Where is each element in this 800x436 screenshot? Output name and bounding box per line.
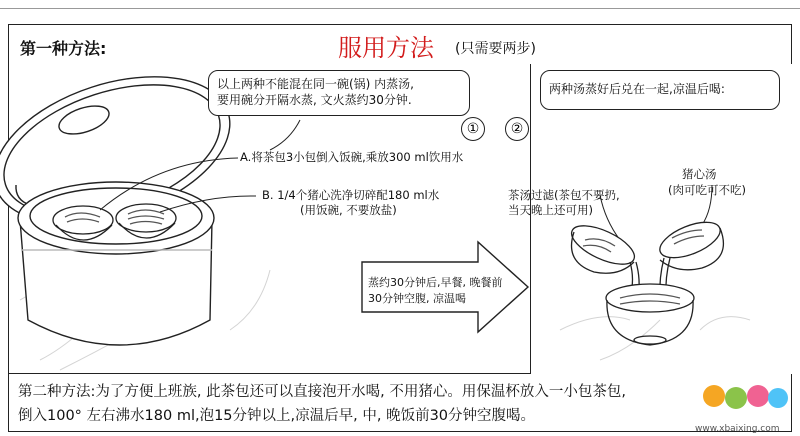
site-logo [700, 376, 790, 424]
right-note-bubble [540, 70, 780, 110]
top-note-bubble [208, 70, 470, 116]
heart-label-line1: 猪心汤 [682, 167, 717, 181]
arrow-text-line1: 蒸约30分钟后,早餐, 晚餐前 [368, 276, 503, 289]
method-one-heading: 第一种方法: [20, 39, 107, 58]
pouring-bowls [566, 215, 725, 345]
tea-label-line2: 当天晚上还可用) [508, 203, 593, 217]
label-b-line1: B. 1/4个猪心洗净切碎配180 ml水 [262, 188, 440, 202]
top-note-line1: 以上两种不能混在同一碗(锅) 内蒸汤, [217, 77, 414, 91]
step-two-marker: ② [505, 117, 529, 141]
method-two-line2: 倒入100° 左右沸水180 ml,泡15分钟以上,凉温后早, 中, 晚饭前30分钟空腹喝。 [18, 408, 536, 424]
title-note: (只需要两步) [455, 41, 536, 57]
label-a: A.将茶包3小包倒入饭碗,乘放300 ml饮用水 [240, 150, 464, 164]
cooker-body [18, 182, 214, 345]
arrow-text-line2: 30分钟空腹, 凉温喝 [368, 292, 466, 305]
step-one-marker: ① [461, 117, 485, 141]
label-b-line2: (用饭碗, 不要放盐) [300, 203, 397, 217]
top-note-line2: 要用碗分开隔水蒸, 文火蒸约30分钟. [217, 93, 412, 107]
heart-label-line2: (肉可吃可不吃) [668, 183, 746, 197]
right-note-text: 两种汤蒸好后兑在一起,凉温后喝: [549, 82, 725, 96]
method-two-line1: 第二种方法:为了方便上班族, 此茶包还可以直接泡开水喝, 不用猪心。用保温杯放入一小包茶包, [18, 384, 626, 400]
page-title: 服用方法 [338, 34, 434, 62]
site-url: www.xbaixing.com [695, 424, 780, 434]
tea-label-line1: 茶汤过滤(茶包不要扔, [508, 188, 620, 202]
